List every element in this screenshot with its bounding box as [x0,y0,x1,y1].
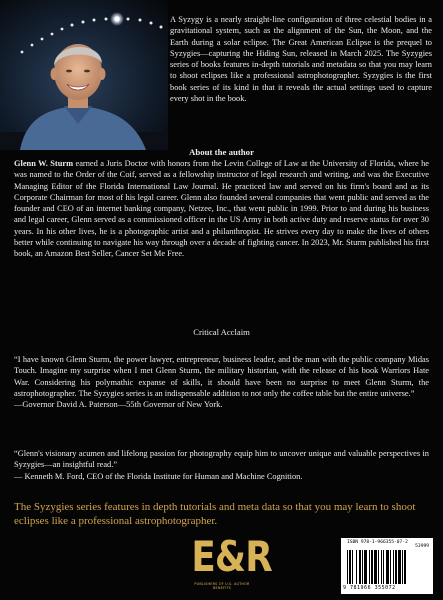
author-bio [14,158,429,259]
acclaim-quote [14,354,429,410]
about-author-heading: About the author [188,147,254,157]
author-bio-text: earned a Juris Doctor with honors from the Levin College of Law at the University of Florida, where he was named to the Order of the Coif, served as a fellowship instructor of legal research and writing, and was the Executive Managing Editor of the Florida International Law Journal. He practiced law and served on his firm's board and as its Corporate Chairman for most of his legal career. Glenn also founded several companies that went public and served as the founder and CEO of an internet banking company, Netzee, Inc., that went public in 1999. Prior to and during his business and legal career, Glenn served as a commissioned officer in the US Army in both active duty and reserve status for over 30 years. In his other lives, he is a photographic artist and a philanthropist. He strives every day to make the lives of others better while continuing to navigate his way through over a decade of fighting cancer. In 2023, Mr. Sturm published his first book, an Amazon Best Seller, Cancer Set Me Free. [14,159,429,258]
author-name: Glenn W. Sturm [14,159,74,168]
acclaim-quote [14,448,429,482]
publisher-tagline: PUBLISHERS OF U.S. AUTHOR BENEFITS [194,582,250,590]
publisher-logo-mark: E&R [191,532,272,581]
intro-paragraph: A Syzygy is a nearly straight-line configuration of three celestial bodies in a gravitational system, such as the alignment of the Sun, the Moon, and the Earth during a solar eclipse. The Great American Eclipse is the prequel to Syzygies—capturing the Hiding Sun, released in March 2025. The Syzygies series of books features in-depth tutorials and metadata so that you may learn to shoot eclipses like a professional astrophotographer. Syzygies is the first book series of its kind in that it reveals the actual settings used to capture every shot in the book. [170,15,432,104]
author-photo [0,0,168,150]
isbn-number: ISBN 978-1-966355-07-2 [347,540,408,545]
critical-acclaim-heading: Critical Acclaim [193,327,250,337]
publisher-logo [186,532,272,596]
price-code: 53999 [415,544,429,549]
quote-attribution: —Governor David A. Paterson—55th Governor of New York. [14,400,223,409]
promo-tagline: The Syzygies series features in depth tutorials and meta data so that you may learn to shoot eclipses like a professional astrophotographer. [14,501,416,527]
barcode-number: 9 781966 355072 [343,585,396,591]
quote-text: “Glenn's visionary acumen and lifelong passion for photography equip him to uncover unique and valuable perspectives in Syzygies—an insightful read.” [14,449,429,470]
isbn-barcode [341,538,433,594]
quote-text: “I have known Glenn Sturm, the power lawyer, entrepreneur, business leader, and the man with the public company Midas Touch. Imagine my surprise when I met Glenn Sturm, the military historian, with the release of his book Warriors Hate War. Considering his polymathic expanse of skills, it should have been no surprise to meet Glenn Sturm, the astrophotographer. The Syzygies series is an indispensable addition to not only the coffee table but the entire universe.” [14,355,429,398]
barcode-bars [347,550,427,584]
quote-attribution: — Kenneth M. Ford, CEO of the Florida Institute for Human and Machine Cognition. [14,471,303,481]
